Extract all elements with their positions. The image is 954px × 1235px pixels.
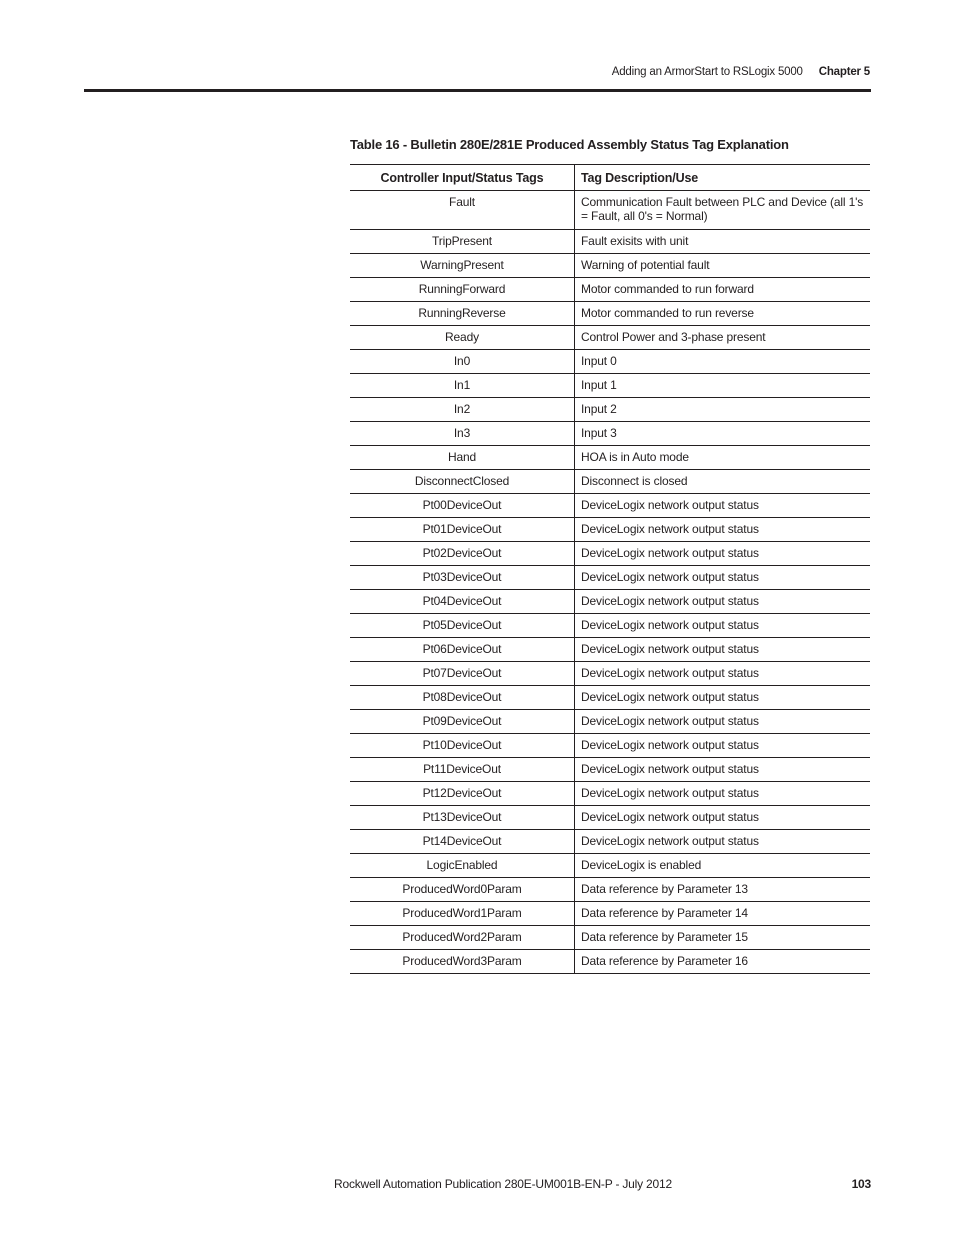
tag-description-cell: DeviceLogix network output status [575,758,871,782]
table-row [350,830,870,854]
table-row [350,302,870,326]
tag-description-cell: DeviceLogix network output status [575,710,871,734]
table-row [350,374,870,398]
table-row [350,590,870,614]
tag-name-cell: Pt08DeviceOut [350,686,575,710]
table-row [350,191,870,230]
table-row [350,566,870,590]
tag-description-cell: DeviceLogix network output status [575,638,871,662]
tag-name-cell: Pt11DeviceOut [350,758,575,782]
tag-description-cell: Input 3 [575,422,871,446]
chapter-label: Chapter 5 [818,66,870,78]
tag-name-cell: Pt02DeviceOut [350,542,575,566]
tag-name-cell: Pt09DeviceOut [350,710,575,734]
table-row [350,854,870,878]
section-title: Adding an ArmorStart to RSLogix 5000 [611,66,803,78]
tag-description-cell: DeviceLogix network output status [575,590,871,614]
table-row [350,806,870,830]
table-row [350,902,870,926]
table-row [350,878,870,902]
column-header-description: Tag Description/Use [575,165,871,191]
table-body [350,191,870,974]
table-row [350,662,870,686]
running-header [612,66,870,78]
table-row [350,686,870,710]
tag-name-cell: Pt10DeviceOut [350,734,575,758]
tag-name-cell: Pt00DeviceOut [350,494,575,518]
page-number: 103 [851,1177,871,1191]
tag-description-cell: Motor commanded to run forward [575,278,871,302]
tag-name-cell: DisconnectClosed [350,470,575,494]
tag-name-cell: RunningReverse [350,302,575,326]
tag-description-cell: DeviceLogix network output status [575,830,871,854]
tag-name-cell: Pt05DeviceOut [350,614,575,638]
table-row [350,710,870,734]
tag-description-cell: DeviceLogix network output status [575,518,871,542]
table-row [350,254,870,278]
tag-description-cell: DeviceLogix is enabled [575,854,871,878]
table-row [350,614,870,638]
table-header-row [350,165,870,191]
table-row [350,494,870,518]
tag-description-cell: Data reference by Parameter 13 [575,878,871,902]
tag-description-cell: Input 1 [575,374,871,398]
tag-description-cell: DeviceLogix network output status [575,542,871,566]
tag-description-cell: Control Power and 3-phase present [575,326,871,350]
tag-name-cell: In2 [350,398,575,422]
tag-name-cell: In0 [350,350,575,374]
tag-name-cell: Pt07DeviceOut [350,662,575,686]
table-title: Table 16 - Bulletin 280E/281E Produced Assembly Status Tag Explanation [350,137,789,152]
table-row [350,470,870,494]
tag-name-cell: Ready [350,326,575,350]
tag-name-cell: Pt01DeviceOut [350,518,575,542]
tag-description-cell: DeviceLogix network output status [575,686,871,710]
tag-description-cell: Input 2 [575,398,871,422]
header-rule [84,89,871,92]
tag-name-cell: Pt12DeviceOut [350,782,575,806]
tag-name-cell: Fault [350,191,575,230]
tag-description-cell: HOA is in Auto mode [575,446,871,470]
tag-name-cell: Pt13DeviceOut [350,806,575,830]
tag-description-cell: Fault exisits with unit [575,230,871,254]
tag-description-cell: Data reference by Parameter 15 [575,926,871,950]
tag-description-cell: DeviceLogix network output status [575,614,871,638]
tag-description-cell: DeviceLogix network output status [575,782,871,806]
tag-name-cell: Pt14DeviceOut [350,830,575,854]
status-tag-table [350,164,870,974]
tag-name-cell: ProducedWord1Param [350,902,575,926]
tag-name-cell: Pt06DeviceOut [350,638,575,662]
tag-name-cell: RunningForward [350,278,575,302]
tag-name-cell: LogicEnabled [350,854,575,878]
tag-name-cell: TripPresent [350,230,575,254]
column-header-tags: Controller Input/Status Tags [350,165,575,191]
tag-description-cell: Data reference by Parameter 16 [575,950,871,974]
tag-description-cell: DeviceLogix network output status [575,566,871,590]
table-row [350,782,870,806]
tag-name-cell: ProducedWord2Param [350,926,575,950]
tag-name-cell: In3 [350,422,575,446]
tag-name-cell: Pt04DeviceOut [350,590,575,614]
tag-description-cell: DeviceLogix network output status [575,806,871,830]
tag-name-cell: ProducedWord0Param [350,878,575,902]
table-row [350,926,870,950]
tag-name-cell: Hand [350,446,575,470]
table-row [350,638,870,662]
tag-description-cell: Warning of potential fault [575,254,871,278]
table-row [350,758,870,782]
table-row [350,542,870,566]
table-row [350,398,870,422]
tag-description-cell: DeviceLogix network output status [575,662,871,686]
table-row [350,422,870,446]
tag-description-cell: Disconnect is closed [575,470,871,494]
table-row [350,326,870,350]
table-row [350,734,870,758]
table-row [350,278,870,302]
tag-description-cell: Data reference by Parameter 14 [575,902,871,926]
tag-name-cell: Pt03DeviceOut [350,566,575,590]
table-row [350,950,870,974]
tag-name-cell: WarningPresent [350,254,575,278]
tag-description-cell: DeviceLogix network output status [575,734,871,758]
table-row [350,446,870,470]
table-row [350,518,870,542]
tag-description-cell: DeviceLogix network output status [575,494,871,518]
tag-name-cell: In1 [350,374,575,398]
table-row [350,350,870,374]
table-row [350,230,870,254]
tag-description-cell: Input 0 [575,350,871,374]
tag-description-cell: Communication Fault between PLC and Device (all 1's = Fault, all 0's = Normal) [575,191,871,230]
tag-name-cell: ProducedWord3Param [350,950,575,974]
tag-description-cell: Motor commanded to run reverse [575,302,871,326]
publication-info: Rockwell Automation Publication 280E-UM001B-EN-P - July 2012 [334,1177,672,1191]
